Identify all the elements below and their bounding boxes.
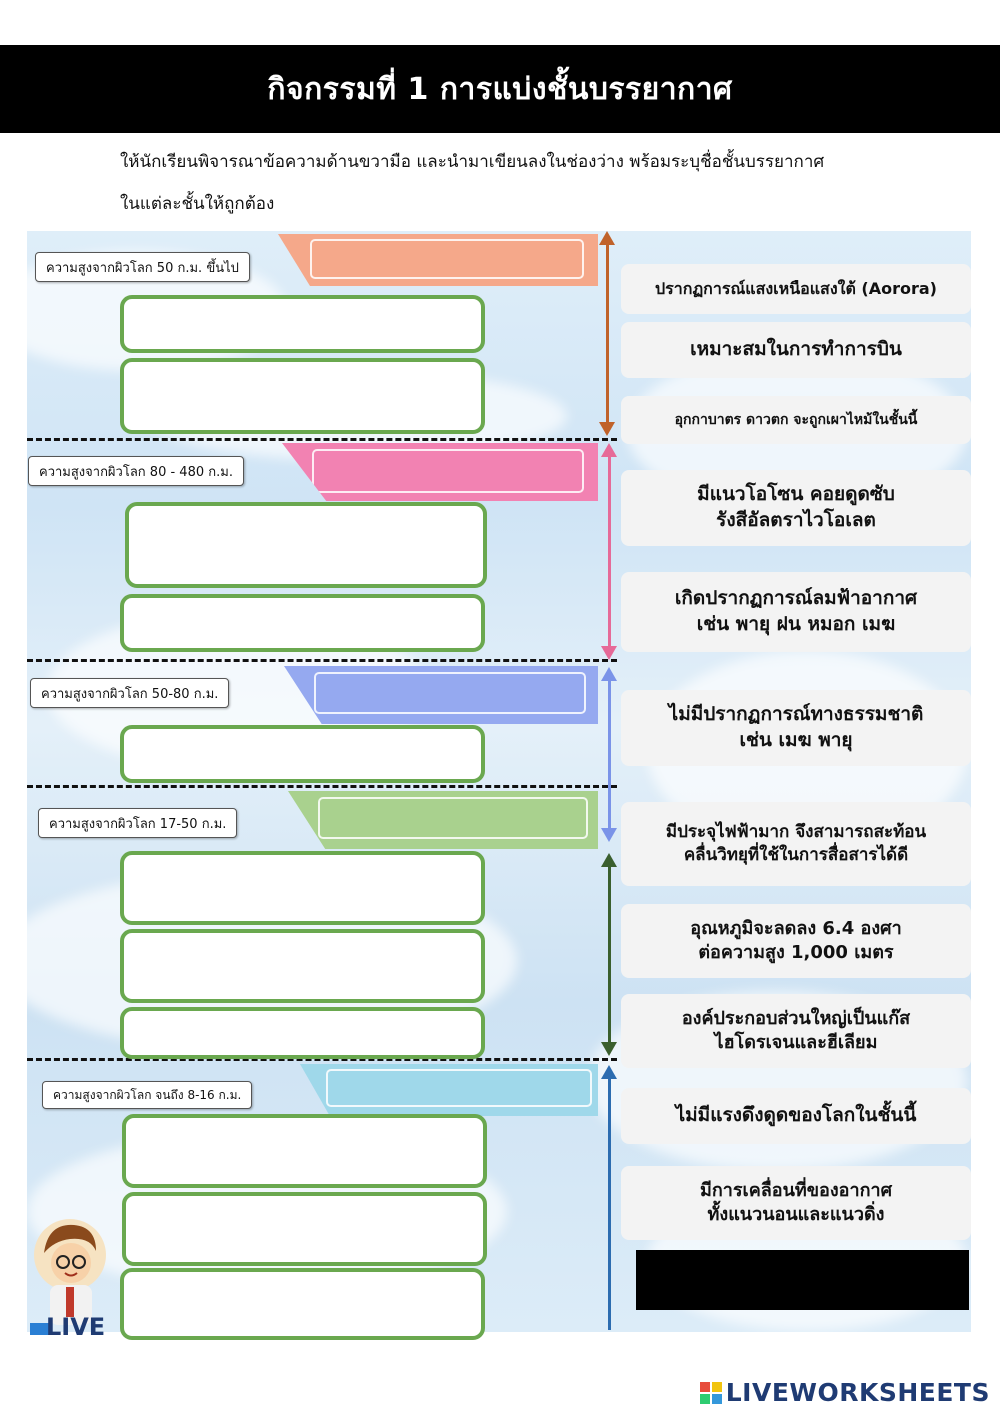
layer-divider [27, 785, 617, 788]
statement-card[interactable]: ปรากฏการณ์แสงเหนือแสงใต้ (Aorora) [621, 264, 971, 314]
arrow-down-icon [601, 828, 617, 842]
watermark-text: LIVEWORKSHEETS [725, 1378, 990, 1407]
answer-input[interactable] [122, 1192, 487, 1266]
teacher-mascot-image [30, 1215, 110, 1341]
statement-text: มีประจุไฟฟ้ามาก จึงสามารถสะท้อน คลื่นวิทยุที่ใช้ในการสื่อสารได้ดี [665, 822, 927, 865]
answer-input[interactable] [120, 929, 485, 1003]
instruction-line-2: ในแต่ละชั้นให้ถูกต้อง [120, 194, 275, 214]
statement-card[interactable] [621, 470, 971, 546]
arrow-up-icon [599, 231, 615, 245]
layer-color-band [282, 443, 598, 501]
altitude-label: ความสูงจากผิวโลก 50 ก.ม. ขึ้นไป [35, 252, 250, 282]
liveworksheets-logo [700, 1378, 990, 1407]
layer-divider [27, 438, 617, 441]
arrow-up-icon [601, 853, 617, 867]
answer-input[interactable] [120, 725, 485, 783]
instruction-line-1: ให้นักเรียนพิจารณาข้อความด้านขวามือ และนำมาเขียนลงในช่องว่าง พร้อมระบุชื่อชั้นบรรยากาศ [120, 152, 825, 172]
statement-card[interactable] [621, 994, 971, 1068]
statement-text: มีแนวโอโซน คอยดูดซับ รังสีอัลตราไวโอเลต [697, 483, 895, 531]
statement-card[interactable]: เหมาะสมในการทำการบิน [621, 322, 971, 378]
statement-text: เกิดปรากฏการณ์ลมฟ้าอากาศ เช่น พายุ ฝน หมอก เมฆ [674, 587, 918, 635]
answer-input[interactable] [120, 358, 485, 434]
arrow-up-icon [601, 443, 617, 457]
statement-card[interactable] [621, 690, 971, 766]
layer-arrow [608, 456, 611, 648]
layer-color-band [284, 666, 598, 724]
arrow-down-icon [601, 646, 617, 660]
altitude-label: ความสูงจากผิวโลก 17-50 ก.ม. [38, 808, 237, 838]
statement-text: อุณหภูมิจะลดลง 6.4 องศา ต่อความสูง 1,000 เมตร [690, 917, 902, 963]
statement-text: มีการเคลื่อนที่ของอากาศ ทั้งแนวนอนและแนวดิ่ง [700, 1179, 892, 1225]
statement-card[interactable] [621, 802, 971, 886]
answer-input[interactable] [125, 502, 487, 588]
layer-color-band [300, 1064, 598, 1116]
layer-arrow [608, 866, 611, 1044]
redacted-box [636, 1250, 969, 1310]
layer-color-band [278, 234, 598, 286]
answer-input[interactable] [120, 1007, 485, 1059]
brand-logo-partial-text: LIVE [46, 1313, 106, 1341]
answer-input[interactable] [120, 851, 485, 925]
statement-card[interactable]: ไม่มีแรงดึงดูดของโลกในชั้นนี้ [621, 1088, 971, 1144]
title-bar [0, 45, 1000, 133]
statement-card[interactable]: อุกกาบาตร ดาวตก จะถูกเผาไหม้ในชั้นนี้ [621, 396, 971, 444]
page-title: กิจกรรมที่ 1 การแบ่งชั้นบรรยากาศ [267, 71, 733, 107]
altitude-label: ความสูงจากผิวโลก 80 - 480 ก.ม. [28, 456, 244, 486]
arrow-up-icon [601, 667, 617, 681]
arrow-down-icon [599, 422, 615, 436]
layer-arrow [608, 1078, 611, 1330]
answer-input[interactable] [120, 295, 485, 353]
statement-text: ไม่มีปรากฏการณ์ทางธรรมชาติ เช่น เมฆ พายุ [668, 703, 924, 751]
answer-input[interactable] [120, 594, 485, 652]
layer-arrow [608, 680, 611, 830]
layer-color-band [288, 791, 598, 849]
altitude-label: ความสูงจากผิวโลก จนถึง 8-16 ก.ม. [42, 1081, 252, 1109]
answer-input[interactable] [120, 1268, 485, 1340]
arrow-down-icon [601, 1042, 617, 1056]
statement-card[interactable] [621, 904, 971, 978]
layer-arrow [606, 244, 609, 424]
altitude-label: ความสูงจากผิวโลก 50-80 ก.ม. [30, 678, 229, 708]
answer-input[interactable] [122, 1114, 487, 1188]
statement-text: องค์ประกอบส่วนใหญ่เป็นแก๊ส ไฮโดรเจนและฮีเลียม [681, 1007, 911, 1053]
layer-divider [27, 659, 617, 662]
statement-card[interactable] [621, 1166, 971, 1240]
logo-grid-icon [700, 1382, 722, 1404]
arrow-up-icon [601, 1065, 617, 1079]
statement-card[interactable] [621, 572, 971, 652]
